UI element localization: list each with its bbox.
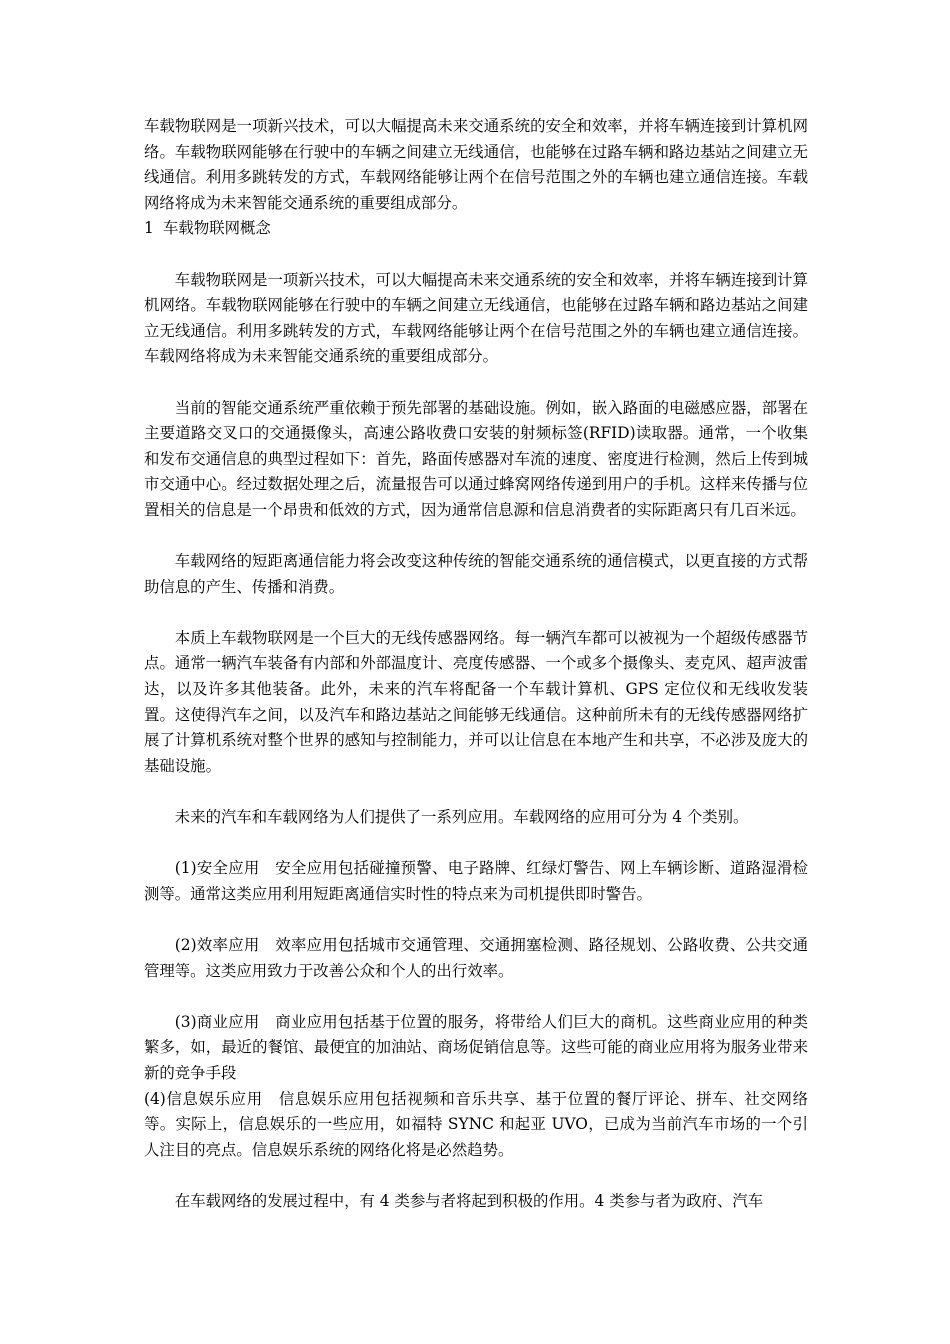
section-title: 车载物联网概念: [163, 219, 271, 238]
paragraph-applications: 未来的汽车和车载网络为人们提供了一系列应用。车载网络的应用可分为 4 个类别。: [174, 808, 749, 827]
section-number: 1: [144, 219, 154, 238]
paragraph-concept: 车载物联网是一项新兴技术，可以大幅提高未来交通系统的安全和效率，并将车辆连接到计算机网络。车载物联网能够在行驶中的车辆之间建立无线通信，也能够在过路车辆和路边基站之间建立无线通信。利用多跳转发的方式，车载网络能够让两个在信号范围之外的车辆也建立通信连接。车载网络将成为未来智能交通系统的重要组成部分。: [144, 270, 808, 366]
application-safety: (1)安全应用 安全应用包括碰撞预警、电子路牌、红绿灯警告、网上车辆诊断、道路湿滑检测等。通常这类应用利用短距离通信实时性的特点来为司机提供即时警告。: [144, 859, 808, 903]
paragraph-infrastructure: 当前的智能交通系统严重依赖于预先部署的基础设施。例如，嵌入路面的电磁感应器，部署在主要道路交叉口的交通摄像头，高速公路收费口安装的射频标签(RFID)读取器。通常，一个收集和发布交通信息的典型过程如下：首先，路面传感器对车流的速度、密度进行检测，然后上传到城市交通中心。经过数据处理之后，流量报告可以通过蜂窝网络传递到用户的手机。这样来传播与位置相关的信息是一个昂贵和低效的方式，因为通常信息源和信息消费者的实际距离只有几百米远。: [144, 398, 808, 519]
application-efficiency: (2)效率应用 效率应用包括城市交通管理、交通拥塞检测、路径规划、公路收费、公共交通管理等。这类应用致力于改善公众和个人的出行效率。: [144, 936, 808, 980]
section-heading: [144, 216, 808, 242]
application-commercial: (3)商业应用 商业应用包括基于位置的服务，将带给人们巨大的商机。这些商业应用的种类繁多，如，最近的餐馆、最便宜的加油站、商场促销信息等。这些可能的商业应用将为服务业带来新的竞争手段: [144, 1012, 808, 1082]
application-infotainment: (4)信息娱乐应用 信息娱乐应用包括视频和音乐共享、基于位置的餐厅评论、拼车、社交网络等。实际上，信息娱乐的一些应用，如福特 SYNC 和起亚 UVO，已成为当前汽车市场的一个引人注目的亮点。信息娱乐系统的网络化将是必然趋势。: [144, 1089, 808, 1159]
paragraph-sensor-network: 本质上车载物联网是一个巨大的无线传感器网络。每一辆汽车都可以被视为一个超级传感器节点。通常一辆汽车装备有内部和外部温度计、亮度传感器、一个或多个摄像头、麦克风、超声波雷达，以及许多其他装备。此外，未来的汽车将配备一个车载计算机、GPS 定位仪和无线收发装置。这使得汽车之间，以及汽车和路边基站之间能够无线通信。这种前所未有的无线传感器网络扩展了计算机系统对整个世界的感知与控制能力，并可以让信息在本地产生和共享，不必涉及庞大的基础设施。: [144, 628, 808, 775]
paragraph-participants: 在车载网络的发展过程中，有 4 类参与者将起到积极的作用。4 类参与者为政府、汽车: [174, 1191, 764, 1210]
document-page: [144, 114, 808, 1215]
paragraph-short-range: 车载网络的短距离通信能力将会改变这种传统的智能交通系统的通信模式，以更直接的方式帮助信息的产生、传播和消费。: [144, 552, 808, 596]
intro-paragraph: 车载物联网是一项新兴技术，可以大幅提高未来交通系统的安全和效率，并将车辆连接到计算机网络。车载物联网能够在行驶中的车辆之间建立无线通信，也能够在过路车辆和路边基站之间建立无线通信。利用多跳转发的方式，车载网络能够让两个在信号范围之外的车辆也建立通信连接。车载网络将成为未来智能交通系统的重要组成部分。: [144, 117, 808, 212]
